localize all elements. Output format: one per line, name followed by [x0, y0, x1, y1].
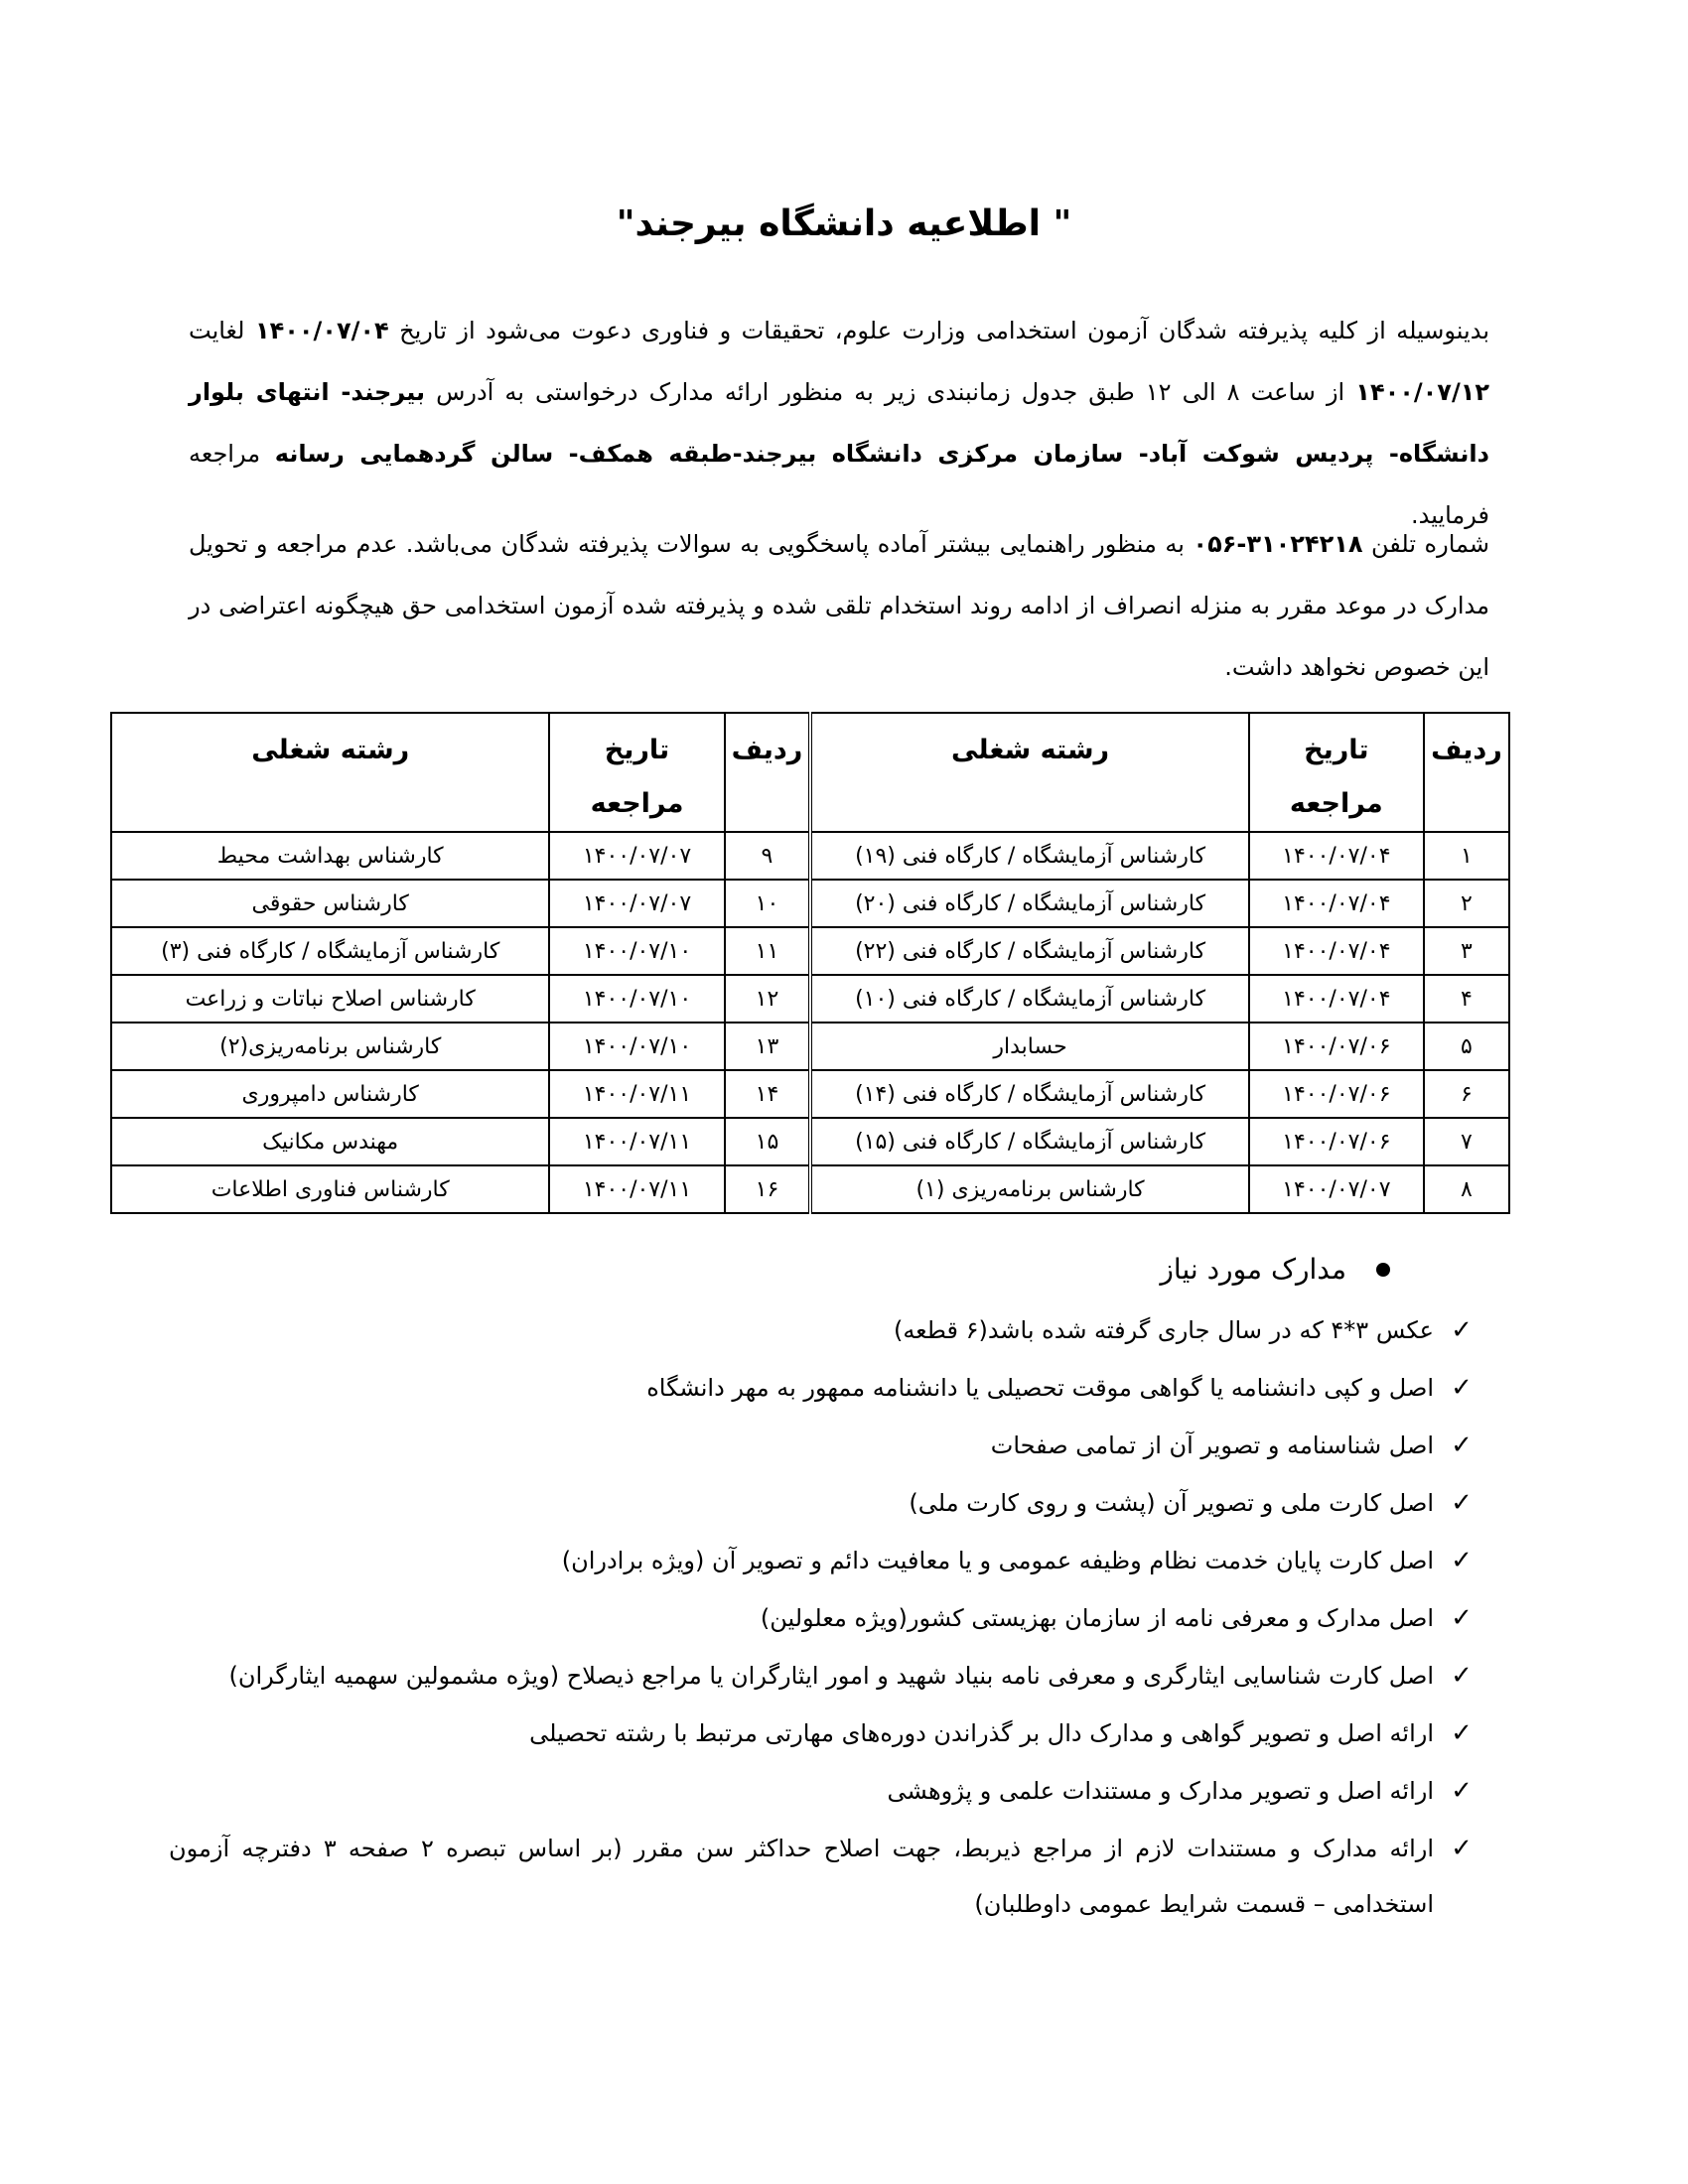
list-item: ✓ ارائه اصل و تصویر مدارک و مستندات علمی و پژوهشی: [169, 1763, 1489, 1819]
phone-paragraph: [189, 513, 1489, 698]
checkmark-icon: ✓: [1451, 1834, 1473, 1863]
checkmark-icon: ✓: [1451, 1776, 1473, 1806]
table-row: ۱ ۱۴۰۰/۰۷/۰۴ کارشناس آزمایشگاه / کارگاه فنی (۱۹) ۹ ۱۴۰۰/۰۷/۰۷ کارشناس بهداشت محیط: [111, 832, 1509, 880]
table-row: ۵ ۱۴۰۰/۰۷/۰۶ حسابدار ۱۳ ۱۴۰۰/۰۷/۱۰ کارشناس برنامه‌ریزی(۲): [111, 1023, 1509, 1070]
table-row: ۸ ۱۴۰۰/۰۷/۰۷ کارشناس برنامه‌ریزی (۱) ۱۶ ۱۴۰۰/۰۷/۱۱ کارشناس فناوری اطلاعات: [111, 1165, 1509, 1213]
date-to: ۱۴۰۰/۰۷/۱۲: [1355, 378, 1490, 406]
checkmark-icon: ✓: [1451, 1488, 1473, 1518]
table-row: ۷ ۱۴۰۰/۰۷/۰۶ کارشناس آزمایشگاه / کارگاه فنی (۱۵) ۱۵ ۱۴۰۰/۰۷/۱۱ مهندس مکانیک: [111, 1118, 1509, 1165]
requirements-heading: [1160, 1253, 1390, 1286]
checkmark-icon: ✓: [1451, 1718, 1473, 1748]
header-date: تاریخ مراجعه: [1249, 713, 1424, 832]
phone-text-1: شماره تلفن: [1362, 530, 1489, 558]
intro-paragraph: [189, 300, 1489, 546]
header-row-number: ردیف: [725, 713, 811, 832]
list-item: ✓ اصل کارت ملی و تصویر آن (پشت و روی کارت ملی): [169, 1475, 1489, 1531]
intro-text-1: بدینوسیله از کلیه پذیرفته شدگان آزمون استخدامی وزارت علوم، تحقیقات و فناوری دعوت می‌شود از تاریخ: [388, 317, 1489, 344]
page-title: " اطلاعیه دانشگاه بیرجند": [616, 204, 1072, 244]
checkmark-icon: ✓: [1451, 1373, 1473, 1403]
table-row: ۶ ۱۴۰۰/۰۷/۰۶ کارشناس آزمایشگاه / کارگاه فنی (۱۴) ۱۴ ۱۴۰۰/۰۷/۱۱ کارشناس دامپروری: [111, 1070, 1509, 1118]
intro-text-2: لغایت: [189, 317, 255, 344]
table-row: ۴ ۱۴۰۰/۰۷/۰۴ کارشناس آزمایشگاه / کارگاه فنی (۱۰) ۱۲ ۱۴۰۰/۰۷/۱۰ کارشناس اصلاح نباتات و زراعت: [111, 975, 1509, 1023]
phone-text-2: به منظور راهنمایی بیشتر آماده پاسخگویی به سوالات پذیرفته شدگان می‌باشد. عدم مراجعه و تحویل مدارک در موعد مقرر به منزله انصراف از ادامه روند استخدام تلقی شده و پذیرفته شده آزمون استخدامی حق هیچگونه اعتراضی در این خصوص نخواهد داشت.: [189, 530, 1489, 681]
requirements-heading-text: مدارک مورد نیاز: [1160, 1253, 1346, 1286]
list-item: ✓ اصل و کپی دانشنامه یا گواهی موقت تحصیلی یا دانشنامه ممهور به مهر دانشگاه: [169, 1360, 1489, 1416]
checkmark-icon: ✓: [1451, 1661, 1473, 1691]
checkmark-icon: ✓: [1451, 1315, 1473, 1345]
header-row-number: ردیف: [1424, 713, 1509, 832]
table-row: ۳ ۱۴۰۰/۰۷/۰۴ کارشناس آزمایشگاه / کارگاه فنی (۲۲) ۱۱ ۱۴۰۰/۰۷/۱۰ کارشناس آزمایشگاه / کارگاه فنی (۳): [111, 927, 1509, 975]
list-item: ✓ اصل کارت شناسایی ایثارگری و معرفی نامه بنیاد شهید و امور ایثارگران یا مراجع ذیصلاح (ویژه مشمولین سهمیه ایثارگران): [169, 1648, 1489, 1704]
list-item: ✓ اصل شناسنامه و تصویر آن از تمامی صفحات: [169, 1418, 1489, 1473]
list-item: ✓ ارائه اصل و تصویر گواهی و مدارک دال بر گذراندن دوره‌های مهارتی مرتبط با رشته تحصیلی: [169, 1706, 1489, 1761]
table-header-row: [111, 713, 1509, 832]
header-job: رشته شغلی: [810, 713, 1248, 832]
phone-number: ۰۵۶-۳۱۰۲۴۲۱۸: [1193, 530, 1363, 558]
header-job: رشته شغلی: [111, 713, 549, 832]
list-item: ✓ اصل مدارک و معرفی نامه از سازمان بهزیستی کشور(ویژه معلولین): [169, 1590, 1489, 1646]
requirements-list: [169, 1302, 1489, 1934]
intro-text-3: از ساعت ۸ الی ۱۲ طبق جدول زمانبندی زیر به منظور ارائه مدارک درخواستی به آدرس: [425, 378, 1356, 406]
address: بیرجند- انتهای بلوار دانشگاه- پردیس شوکت آباد- سازمان مرکزی دانشگاه بیرجند-طبقه همکف- سالن گردهمایی رسانه: [189, 378, 1489, 468]
checkmark-icon: ✓: [1451, 1546, 1473, 1575]
table-body: [111, 832, 1509, 1213]
list-item: ✓ ارائه مدارک و مستندات لازم از مراجع ذیربط، جهت اصلاح حداکثر سن مقرر (بر اساس تبصره ۲ صفحه ۳ دفترچه آزمون استخدامی – قسمت شرایط عمومی داوطلبان): [169, 1821, 1489, 1932]
checkmark-icon: ✓: [1451, 1603, 1473, 1633]
checkmark-icon: ✓: [1451, 1431, 1473, 1460]
intro-text-4: مراجعه فرمایید.: [189, 440, 1489, 529]
header-date: تاریخ مراجعه: [549, 713, 724, 832]
table-row: ۲ ۱۴۰۰/۰۷/۰۴ کارشناس آزمایشگاه / کارگاه فنی (۲۰) ۱۰ ۱۴۰۰/۰۷/۰۷ کارشناس حقوقی: [111, 880, 1509, 927]
schedule-table: [110, 712, 1510, 1214]
list-item: ✓ اصل کارت پایان خدمت نظام وظیفه عمومی و یا معافیت دائم و تصویر آن (ویژه برادران): [169, 1533, 1489, 1588]
bullet-icon: [1376, 1263, 1390, 1277]
date-from: ۱۴۰۰/۰۷/۰۴: [254, 317, 389, 344]
list-item: ✓ عکس ۳*۴ که در سال جاری گرفته شده باشد(۶ قطعه): [169, 1302, 1489, 1358]
